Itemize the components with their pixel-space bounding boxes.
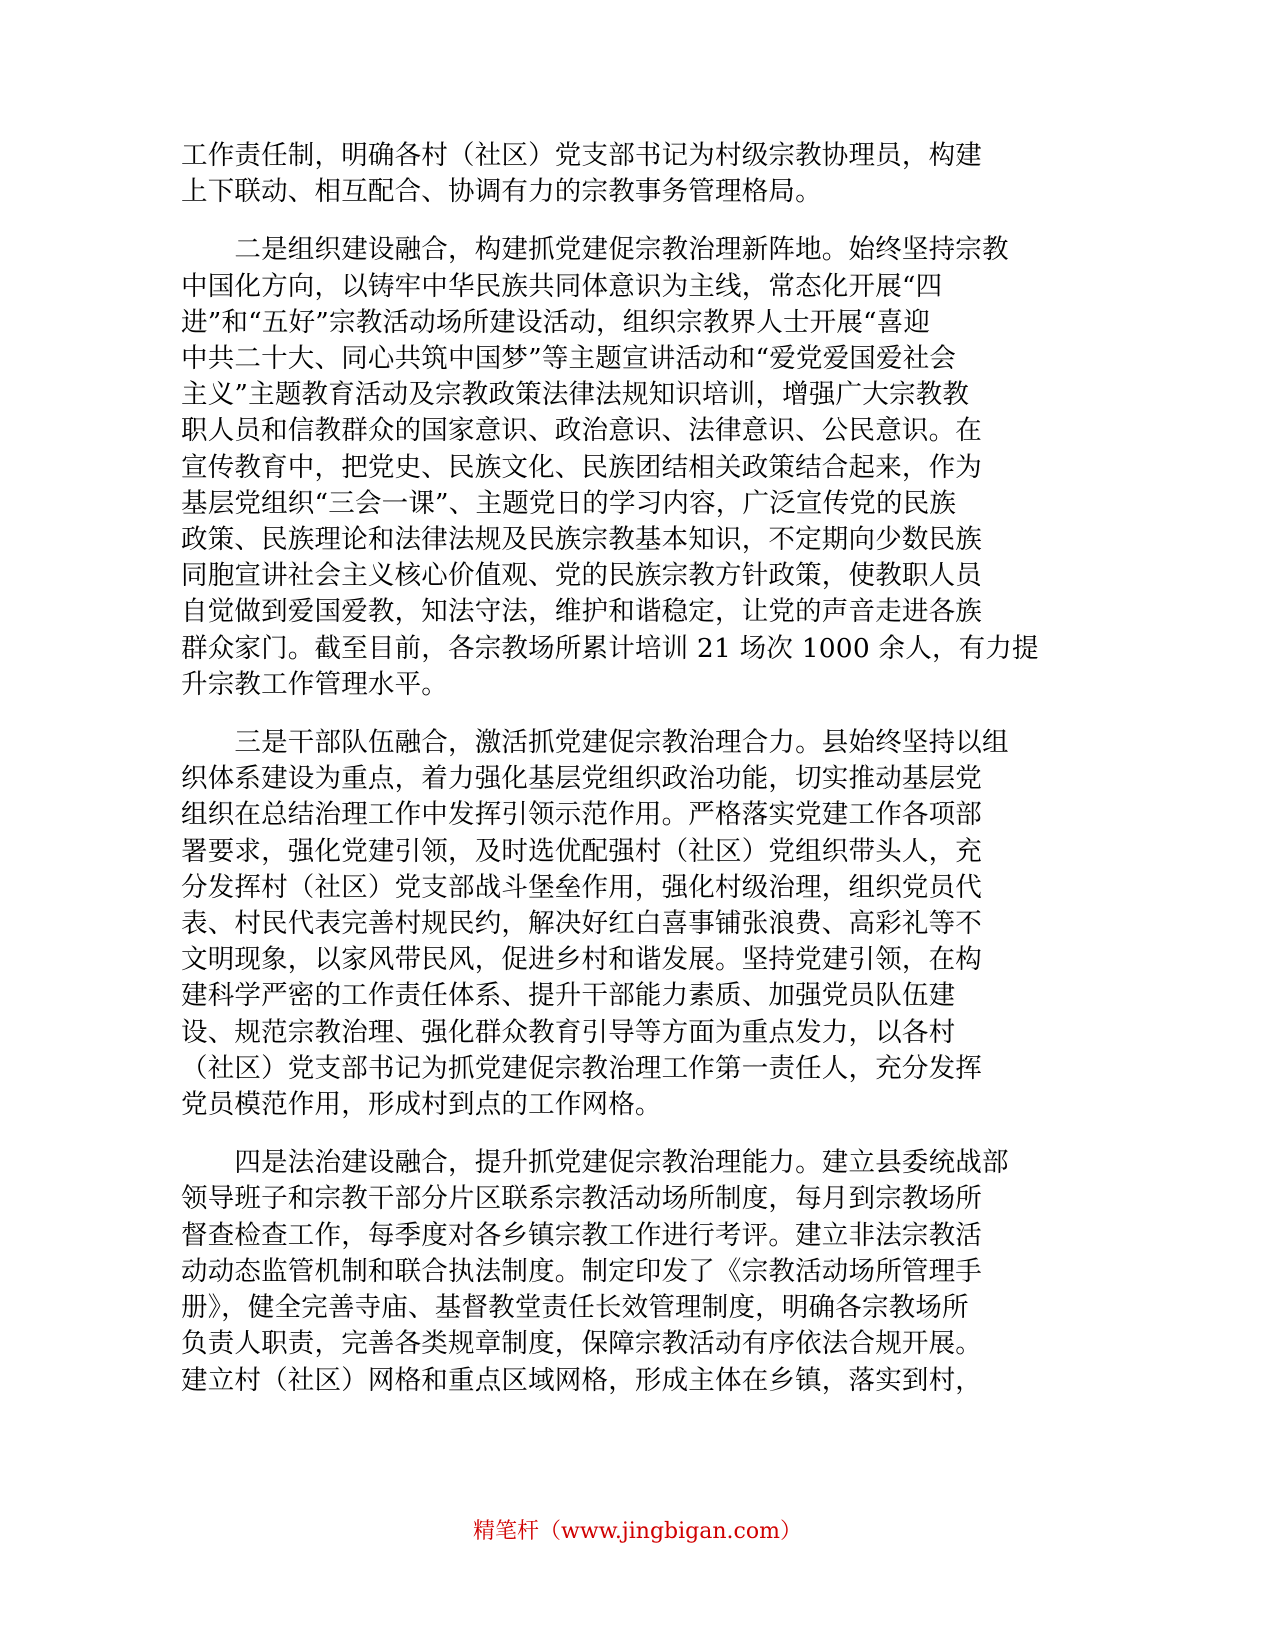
text-line: 四是法治建设融合，提升抓党建促宗教治理能力。建立县委统战部 (181, 1147, 1009, 1179)
text-line: （社区）党支部书记为抓党建促宗教治理工作第一责任人，充分发挥 (181, 1052, 982, 1084)
text-line: 动动态监管机制和联合执法制度。制定印发了《宗教活动场所管理手 (181, 1255, 982, 1287)
text-line: 三是干部队伍融合，激活抓党建促宗教治理合力。县始终坚持以组 (181, 727, 1009, 759)
text-line: 织体系建设为重点，着力强化基层党组织政治功能，切实推动基层党 (181, 763, 982, 795)
text-line: 政策、民族理论和法律法规及民族宗教基本知识，不定期向少数民族 (181, 524, 982, 556)
text-line: 同胞宣讲社会主义核心价值观、党的民族宗教方针政策，使教职人员 (181, 560, 982, 592)
document-body (181, 138, 1101, 1421)
text-line: 上下联动、相互配合、协调有力的宗教事务管理格局。 (181, 176, 822, 208)
text-line: 署要求，强化党建引领，及时选优配强村（社区）党组织带头人，充 (181, 835, 982, 867)
text-line: 进”和“五好”宗教活动场所建设活动，组织宗教界人士开展“喜迎 (181, 306, 931, 338)
text-line: 自觉做到爱国爱教，知法守法，维护和谐稳定，让党的声音走进各族 (181, 596, 982, 628)
text-line: 表、村民代表完善村规民约，解决好红白喜事铺张浪费、高彩礼等不 (181, 908, 982, 940)
text-line: 升宗教工作管理水平。 (181, 668, 448, 700)
paragraph-organization-building (181, 232, 1101, 703)
text-line: 建科学严密的工作责任体系、提升干部能力素质、加强党员队伍建 (181, 980, 956, 1012)
text-line: 督查检查工作，每季度对各乡镇宗教工作进行考评。建立非法宗教活 (181, 1219, 982, 1251)
text-line: 设、规范宗教治理、强化群众教育引导等方面为重点发力，以各村 (181, 1016, 956, 1048)
text-line: 职人员和信教群众的国家意识、政治意识、法律意识、公民意识。在 (181, 415, 982, 447)
text-line: 组织在总结治理工作中发挥引领示范作用。严格落实党建工作各项部 (181, 799, 982, 831)
text-line: 分发挥村（社区）党支部战斗堡垒作用，强化村级治理，组织党员代 (181, 871, 982, 903)
paragraph-continuation (181, 138, 1101, 210)
text-line: 党员模范作用，形成村到点的工作网格。 (181, 1089, 662, 1121)
text-line: 负责人职责，完善各类规章制度，保障宗教活动有序依法合规开展。 (181, 1328, 982, 1360)
footer-watermark: 精笔杆（www.jingbigan.com） (473, 1519, 802, 1544)
text-line: 建立村（社区）网格和重点区域网格，形成主体在乡镇，落实到村， (181, 1364, 982, 1396)
paragraph-cadre-team (181, 725, 1101, 1123)
text-line: 宣传教育中，把党史、民族文化、民族团结相关政策结合起来，作为 (181, 451, 982, 483)
text-line: 中共二十大、同心共筑中国梦”等主题宣讲活动和“爱党爱国爱社会 (181, 343, 957, 375)
text-line: 二是组织建设融合，构建抓党建促宗教治理新阵地。始终坚持宗教 (181, 234, 1009, 266)
text-line: 中国化方向，以铸牢中华民族共同体意识为主线，常态化开展“四 (181, 270, 943, 302)
text-line: 主义”主题教育活动及宗教政策法律法规知识培训，增强广大宗教教 (181, 379, 970, 411)
paragraph-rule-of-law (181, 1145, 1101, 1398)
text-line: 群众家门。截至目前，各宗教场所累计培训 21 场次 1000 余人，有力提 (181, 632, 1039, 664)
text-line: 领导班子和宗教干部分片区联系宗教活动场所制度，每月到宗教场所 (181, 1183, 982, 1215)
text-line: 基层党组织“三会一课”、主题党日的学习内容，广泛宣传党的民族 (181, 487, 957, 519)
text-line: 工作责任制，明确各村（社区）党支部书记为村级宗教协理员，构建 (181, 140, 982, 171)
text-line: 册》，健全完善寺庙、基督教堂责任长效管理制度，明确各宗教场所 (181, 1292, 969, 1324)
text-line: 文明现象，以家风带民风，促进乡村和谐发展。坚持党建引领，在构 (181, 944, 982, 976)
